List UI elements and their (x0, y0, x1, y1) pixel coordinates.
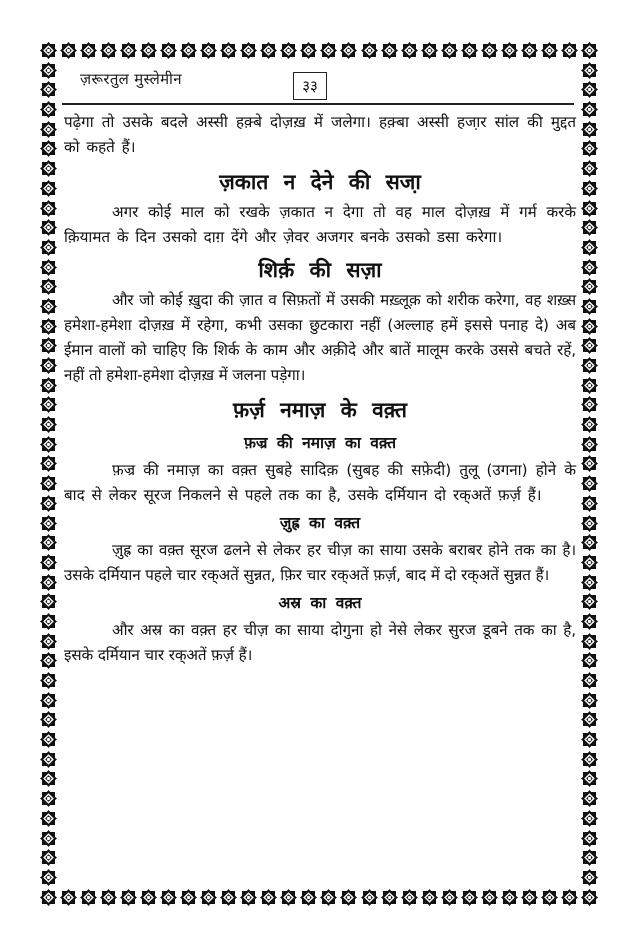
ornament-icon (40, 357, 57, 374)
ornament-icon (581, 436, 598, 453)
ornament-icon (581, 160, 598, 177)
ornament-icon (581, 377, 598, 394)
heading-asr-time: अस्र का वक़्त (278, 594, 362, 612)
ornament-icon (40, 298, 57, 315)
ornament-icon (40, 318, 57, 335)
heading-fajr-time: फ़ज्र की नमाज़ का वक़्त (243, 434, 397, 452)
ornament-icon (100, 42, 117, 59)
ornament-icon (40, 554, 57, 571)
ornament-icon (220, 889, 237, 906)
ornament-icon (80, 42, 97, 59)
ornament-icon (40, 770, 57, 787)
ornament-icon (40, 810, 57, 827)
ornament-icon (441, 42, 458, 59)
heading-farz-namaz-times: फ़र्ज़ नमाज़ के वक़्त (233, 398, 407, 422)
ornament-icon (300, 42, 317, 59)
ornamental-border-top (40, 42, 598, 59)
ornament-icon (40, 337, 57, 354)
ornament-icon (481, 42, 498, 59)
ornament-icon (501, 42, 518, 59)
ornament-icon (581, 633, 598, 650)
ornament-icon (40, 101, 57, 118)
ornament-icon (581, 121, 598, 138)
ornament-icon (260, 889, 277, 906)
ornament-icon (40, 278, 57, 295)
ornament-icon (160, 42, 177, 59)
ornament-icon (40, 495, 57, 512)
ornament-icon (280, 42, 297, 59)
ornament-icon (441, 889, 458, 906)
ornament-icon (40, 62, 57, 79)
ornament-icon (300, 889, 317, 906)
ornament-icon (581, 613, 598, 630)
ornament-icon (200, 889, 217, 906)
ornament-icon (581, 534, 598, 551)
zuhr-paragraph: ज़ुह्र का वक़्त सूरज ढलने से लेकर हर चीज़ का साया उसके बराबर होने तक का है। उसके दर्मियान पहले चार रक्अतें सुन्नत, फ़िर चार रक्अतें फ़र्ज़, बाद में दो रक्अतें सुन्नत हैं। (64, 541, 576, 584)
ornamental-border-bottom (40, 889, 598, 906)
running-title: ज़रूरतुल मुस्लेमीन (80, 70, 182, 88)
ornament-icon (561, 42, 578, 59)
ornament-icon (581, 770, 598, 787)
ornament-icon (40, 593, 57, 610)
ornament-icon (100, 889, 117, 906)
ornament-icon (561, 889, 578, 906)
ornament-icon (581, 42, 598, 59)
ornament-icon (581, 574, 598, 591)
page-content (64, 110, 576, 668)
ornament-icon (581, 200, 598, 217)
ornament-icon (581, 140, 598, 157)
ornament-icon (581, 81, 598, 98)
ornament-icon (40, 869, 57, 886)
ornament-icon (581, 810, 598, 827)
ornament-icon (421, 42, 438, 59)
ornament-icon (421, 889, 438, 906)
ornament-icon (381, 889, 398, 906)
ornament-icon (40, 889, 57, 906)
ornament-icon (581, 849, 598, 866)
ornament-icon (581, 318, 598, 335)
ornament-icon (140, 889, 157, 906)
ornament-icon (581, 731, 598, 748)
ornament-icon (581, 396, 598, 413)
ornament-icon (340, 42, 357, 59)
ornament-icon (160, 889, 177, 906)
intro-paragraph: पढ़ेगा तो उसके बदले अस्सी हक़्बे दोज़ख़ में जलेगा। हक़्बा अस्सी हजा़र सांल की मुद्दत को कहते हैं। (64, 113, 576, 156)
ornament-icon (40, 633, 57, 650)
ornament-icon (40, 731, 57, 748)
ornament-icon (581, 889, 598, 906)
ornament-icon (40, 672, 57, 689)
ornament-icon (581, 219, 598, 236)
ornament-icon (581, 751, 598, 768)
ornament-icon (260, 42, 277, 59)
ornament-icon (40, 81, 57, 98)
ornament-icon (581, 455, 598, 472)
ornament-icon (280, 889, 297, 906)
ornamental-border-right (581, 42, 598, 906)
ornament-icon (180, 42, 197, 59)
ornament-icon (481, 889, 498, 906)
ornament-icon (80, 889, 97, 906)
ornament-icon (40, 652, 57, 669)
ornament-icon (40, 475, 57, 492)
ornament-icon (60, 42, 77, 59)
ornament-icon (120, 889, 137, 906)
ornament-icon (581, 337, 598, 354)
ornament-icon (581, 554, 598, 571)
ornament-icon (40, 140, 57, 157)
ornament-icon (60, 889, 77, 906)
ornament-icon (40, 416, 57, 433)
ornament-icon (581, 62, 598, 79)
heading-zuhr-time: ज़ुह्र का वक़्त (279, 514, 361, 532)
ornament-icon (40, 534, 57, 551)
ornament-icon (200, 42, 217, 59)
zakat-paragraph: अगर कोई माल को रखके ज़कात न देगा तो वह माल दोज़ख़ में गर्म करके क़ियामत के दिन उसको दाग़ देंगे और ज़ेवर अजगर बनके उसको डसा करेगा। (64, 203, 576, 246)
ornament-icon (581, 652, 598, 669)
shirk-paragraph: और जो कोई ख़ुदा की ज़ात व सिफ़तों में उसकी मख़्लूक़ को शरीक करेगा, वह शख़्स हमेशा-हमेशा दोज़ख़ में रहेगा, कभी उसका छुटकारा नहीं (अल्लाह हमें इससे पनाह दे) अब ईमान वालों को चाहिए कि शिर्क के काम और अक़ीदे और बातें मालूम करके उससे बचते रहें, नहीं तो हमेशा-हमेशा दोज़ख़ में जलना पड़ेगा। (64, 291, 576, 384)
ornament-icon (40, 455, 57, 472)
ornament-icon (40, 160, 57, 177)
ornament-icon (541, 42, 558, 59)
ornament-icon (40, 259, 57, 276)
ornament-icon (140, 42, 157, 59)
ornament-icon (581, 278, 598, 295)
heading-shirk-punishment: शिर्क़ की सज़ा (258, 258, 382, 282)
ornament-icon (581, 416, 598, 433)
ornament-icon (581, 298, 598, 315)
ornament-icon (381, 42, 398, 59)
ornament-icon (40, 790, 57, 807)
ornament-icon (401, 889, 418, 906)
ornament-icon (581, 692, 598, 709)
ornament-icon (581, 239, 598, 256)
ornament-icon (581, 101, 598, 118)
ornament-icon (40, 42, 57, 59)
page-number: ३३ (293, 72, 327, 100)
page-frame (40, 42, 598, 906)
ornament-icon (40, 751, 57, 768)
ornament-icon (40, 121, 57, 138)
header-divider (62, 103, 574, 105)
ornament-icon (40, 849, 57, 866)
ornament-icon (40, 515, 57, 532)
ornament-icon (581, 672, 598, 689)
ornament-icon (40, 574, 57, 591)
ornament-icon (40, 377, 57, 394)
ornament-icon (40, 180, 57, 197)
ornament-icon (581, 495, 598, 512)
ornament-icon (240, 889, 257, 906)
ornament-icon (40, 830, 57, 847)
ornament-icon (581, 790, 598, 807)
ornament-icon (581, 830, 598, 847)
ornament-icon (40, 692, 57, 709)
ornament-icon (401, 42, 418, 59)
ornament-icon (581, 475, 598, 492)
ornament-icon (581, 357, 598, 374)
ornament-icon (320, 42, 337, 59)
ornament-icon (40, 613, 57, 630)
ornament-icon (40, 396, 57, 413)
ornament-icon (40, 711, 57, 728)
ornament-icon (581, 869, 598, 886)
heading-zakat-punishment: ज़कात न देने की सजा़ (219, 170, 421, 194)
ornament-icon (40, 200, 57, 217)
ornament-icon (240, 42, 257, 59)
ornament-icon (501, 889, 518, 906)
asr-paragraph: और अस्र का वक़्त हर चीज़ का साया दोगुना हो नेसे लेकर सुरज डूबने तक का है, इसके दर्मियान चार रक्अतें फ़र्ज़ हैं। (64, 621, 576, 664)
fajr-paragraph: फ़ज्र की नमाज़ का वक़्त सुबहे सादिक़ (सुबह की सफ़ेदी) तुलू (उगना) होने के बाद से लेकर सूरज निकलने से पहले तक का है, उसके दर्मियान दो रक्अतें फ़र्ज़ हैं। (64, 461, 576, 504)
ornament-icon (521, 889, 538, 906)
ornament-icon (220, 42, 237, 59)
ornament-icon (120, 42, 137, 59)
ornament-icon (40, 219, 57, 236)
ornament-icon (361, 889, 378, 906)
ornament-icon (361, 42, 378, 59)
ornamental-border-left (40, 42, 57, 906)
ornament-icon (461, 889, 478, 906)
ornament-icon (320, 889, 337, 906)
ornament-icon (521, 42, 538, 59)
ornament-icon (541, 889, 558, 906)
ornament-icon (581, 711, 598, 728)
ornament-icon (461, 42, 478, 59)
ornament-icon (340, 889, 357, 906)
ornament-icon (40, 436, 57, 453)
ornament-icon (180, 889, 197, 906)
ornament-icon (581, 180, 598, 197)
ornament-icon (581, 593, 598, 610)
ornament-icon (581, 259, 598, 276)
ornament-icon (581, 515, 598, 532)
ornament-icon (40, 239, 57, 256)
